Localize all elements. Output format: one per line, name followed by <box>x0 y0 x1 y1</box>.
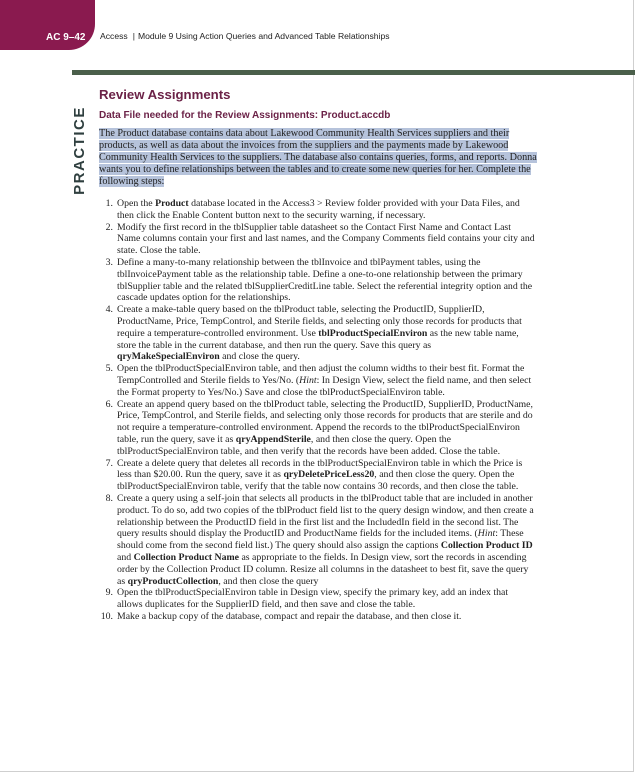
step-text: Make a backup copy of the database, compact and repair the database, and then close it. <box>117 610 462 622</box>
step-text: Open the <box>117 198 156 209</box>
page-number: AC 9–42 <box>46 32 86 43</box>
step-text: , and then close the query. Open the tblProductSpecialEnviron table, and then verify that the records have been added. Close the table. <box>117 433 501 457</box>
step-text: , and then close the query. Open the tblProductSpecialEnviron table, verify that the table now contains 30 records, and then close the table. <box>117 469 519 493</box>
step-text: Define a many-to-many relationship between the tblInvoice and tblPayment tables, using the tblInvoicePayment table as the relationship table. Define a one-to-one relationship between the primary tblSupplier table and the related tblSupplierCreditLine table. Select the referential integrity option and the cascade updates option for the relationships. <box>117 256 533 304</box>
practice-side-label <box>67 105 91 195</box>
step-bold-text: Collection Product Name <box>133 551 239 563</box>
data-file-note: Data File needed for the Review Assignments: Product.accdb <box>99 110 391 121</box>
step-item <box>100 198 536 222</box>
step-number: 4. <box>105 304 113 316</box>
step-text: : These should come from the second field list.) The query should also assign the captions <box>117 528 524 552</box>
step-text: Create a delete query that deletes all records in the tblProductSpecialEnviron table in which the Price is less than $20.00. Run the query, save it as <box>117 457 523 481</box>
step-text: as the new table name, store the table in the current database, and then run the query. Save this query as <box>117 327 519 351</box>
step-bold-text: qryMakeSpecialEnviron <box>117 351 220 363</box>
step-text: , and then close the query <box>218 575 319 587</box>
step-text: and close the query. <box>219 351 300 363</box>
step-italic-text: Hint <box>299 374 317 386</box>
step-text: : In Design View, select the field name, and then select the Format property to Yes/No.) Save and close the tblProductSpecialEnviron table. <box>117 374 532 398</box>
step-item <box>100 257 536 304</box>
step-bold-text: qryDeletePriceLess20 <box>283 469 375 481</box>
step-text: Modify the first record in the tblSupplier table datasheet so the Contact First Name and Contact Last Name columns contain your first and last names, and the Company Comments field contains your city and state. Close the table. <box>117 221 535 257</box>
step-text: Create a make-table query based on the tblProduct table, selecting the ProductID, SupplierID, ProductName, Price, TempControl, and Sterile fields, and selecting only those records for products that require a temperature-controlled environment. Use <box>117 304 522 339</box>
step-item <box>100 611 536 623</box>
step-item <box>100 458 536 493</box>
step-bold-text: qryAppendSterile <box>235 433 311 445</box>
step-item <box>100 363 536 398</box>
step-text: and <box>117 551 134 563</box>
practice-label-text: PRACTICE <box>70 105 88 195</box>
running-head <box>100 31 390 41</box>
step-number: 5. <box>105 363 113 375</box>
step-bold-text: Collection Product ID <box>440 540 533 552</box>
step-number: 2. <box>105 221 113 233</box>
running-head-separator: | <box>132 31 135 41</box>
step-item <box>100 399 536 458</box>
step-text: as appropriate to the fields. In Design view, sort the records in ascending order by the Collection Product ID column. Resize all columns in the datasheet to best fit, save the query as <box>117 551 529 587</box>
step-text: Create a query using a self-join that selects all products in the tblProduct table that are included in another product. To do so, add two copies of the tblProduct field list to the query design window, and then create a relationship between the ProductID field in the first list and the IncludedIn field in the second list. The query results should display the ProductID and ProductName fields for the included items. ( <box>117 492 534 540</box>
step-number: 7. <box>105 457 113 469</box>
step-bold-text: tblProductSpecialEnviron <box>318 327 428 339</box>
steps-list <box>100 198 536 623</box>
section-title: Review Assignments <box>99 87 231 102</box>
book-title: Access <box>100 31 128 41</box>
step-italic-text: Hint <box>477 528 496 540</box>
step-text: Create an append query based on the tblProduct table, selecting the ProductID, SupplierID, ProductName, Price, TempControl, and Sterile fields, and selecting only those records for products that are sterile and do not require a temperature-controlled environment. Append the records to the tblProductSpecialEnviron table, run the query, save it as <box>117 398 533 445</box>
step-item <box>100 222 536 257</box>
module-title: Module 9 Using Action Queries and Advanced Table Relationships <box>137 31 390 41</box>
section-rule <box>72 70 635 75</box>
step-text: Open the tblProductSpecialEnviron table in Design view, specify the primary key, add an index that allows duplicates for the SupplierID field, and then save and close the table. <box>117 587 509 611</box>
page-number-badge <box>0 0 95 50</box>
step-number: 10. <box>100 610 113 622</box>
step-number: 8. <box>105 492 113 504</box>
step-number: 6. <box>105 398 113 410</box>
step-number: 9. <box>105 587 113 599</box>
step-number: 1. <box>105 198 113 209</box>
step-text: Open the tblProductSpecialEnviron table, and then adjust the column widths to their best fit. Format the TempControlled and Sterile fields to Yes/No. ( <box>117 363 525 386</box>
step-text: database located in the Access3 > Review folder provided with your Data Files, and then click the Enable Content button next to the security warning, if necessary. <box>117 198 520 221</box>
step-item <box>100 587 536 611</box>
step-bold-text: qryProductCollection <box>127 575 219 587</box>
step-number: 3. <box>105 256 113 268</box>
step-item <box>100 493 536 587</box>
step-bold-text: Product <box>155 198 189 209</box>
intro-paragraph <box>99 128 543 188</box>
intro-highlighted-text: The Product database contains data about Lakewood Community Health Services suppliers and their products, as well as data about the invoices from the suppliers and the payments made by Lakewood Community Health Services to the suppliers. The database also contains queries, forms, and reports. Donna wants you to define relationships between the tables and to create some new queries for her. Complete the following steps: <box>99 128 537 187</box>
step-item <box>100 304 536 363</box>
